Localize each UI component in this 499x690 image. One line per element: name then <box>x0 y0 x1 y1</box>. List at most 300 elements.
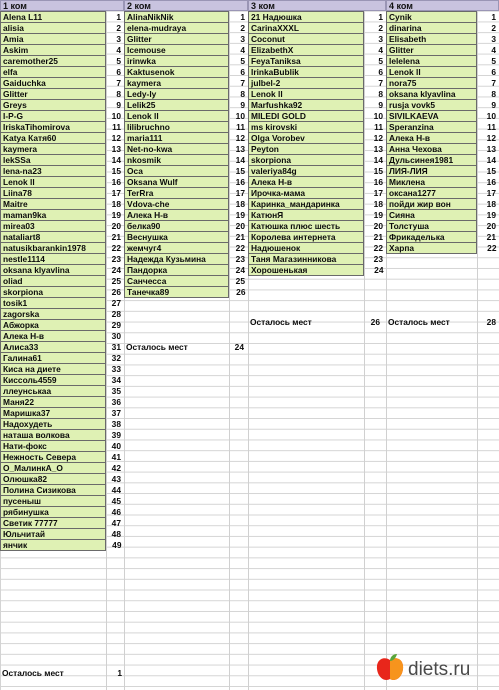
participant-number: 4 <box>378 45 383 55</box>
list-item <box>249 232 386 243</box>
participant-number: 12 <box>235 133 245 143</box>
participant-number: 19 <box>373 210 383 220</box>
participant-number: 6 <box>116 67 121 77</box>
participant-number: 3 <box>491 34 496 44</box>
list-item <box>1 199 124 210</box>
list-item <box>387 89 499 100</box>
participant-number: 20 <box>373 221 383 231</box>
list-item <box>387 188 499 199</box>
list-item <box>1 45 124 56</box>
list-item <box>1 177 124 188</box>
participant-name: Amia <box>1 34 106 45</box>
participant-name: Киса на диете <box>1 364 106 375</box>
participant-name: жемчуг4 <box>125 243 229 254</box>
participant-name: Хорошенькая <box>249 265 364 276</box>
participant-number: 18 <box>373 199 383 209</box>
participant-number: 2 <box>378 23 383 33</box>
participant-number: 17 <box>235 188 245 198</box>
participant-number: 39 <box>111 430 121 440</box>
participant-number: 13 <box>235 144 245 154</box>
list-item <box>1 122 124 133</box>
list-item <box>387 144 499 155</box>
participant-number: 7 <box>378 78 383 88</box>
participant-name: IriskaTihomirova <box>1 122 106 133</box>
list-item <box>249 254 386 265</box>
participant-number: 2 <box>491 23 496 33</box>
participant-name: Анна Чехова <box>387 144 477 155</box>
participant-name: elfa <box>1 67 106 78</box>
list-item <box>125 221 248 232</box>
participant-name: dinarina <box>387 23 477 34</box>
participant-name: kaymera <box>125 78 229 89</box>
participant-name: Толстуша <box>387 221 477 232</box>
team-3-table <box>248 11 386 276</box>
participant-number: 8 <box>491 89 496 99</box>
participant-name: Нежность Севера <box>1 452 106 463</box>
list-item <box>125 188 248 199</box>
participant-name: ms kirovski <box>249 122 364 133</box>
participant-name: Alena L11 <box>1 12 106 23</box>
participant-number: 21 <box>235 232 245 242</box>
list-item <box>387 45 499 56</box>
remaining-label: Осталось мест <box>388 317 450 327</box>
list-item <box>249 188 386 199</box>
list-item <box>1 56 124 67</box>
list-item <box>1 298 124 309</box>
participant-number: 16 <box>235 177 245 187</box>
participant-number: 11 <box>487 122 496 132</box>
participant-number: 47 <box>111 518 121 528</box>
participant-name: Оса <box>125 166 229 177</box>
participant-name: Санчесса <box>125 276 229 287</box>
list-item <box>125 243 248 254</box>
participant-number: 20 <box>235 221 245 231</box>
participant-number: 14 <box>235 155 245 165</box>
list-item <box>125 287 248 298</box>
participant-number: 17 <box>373 188 383 198</box>
list-item <box>249 111 386 122</box>
participant-number: 25 <box>111 276 121 286</box>
participant-number: 4 <box>240 45 245 55</box>
list-item <box>1 254 124 265</box>
list-item <box>1 100 124 111</box>
participant-number: 26 <box>111 287 121 297</box>
participant-name: FeyaTaniksa <box>249 56 364 67</box>
participant-number: 24 <box>111 265 121 275</box>
list-item <box>1 342 124 353</box>
participant-name: oksana klyavlina <box>387 89 477 100</box>
participant-number: 19 <box>486 210 496 220</box>
participant-number: 24 <box>235 265 245 275</box>
participant-number: 27 <box>111 298 121 308</box>
participant-number: 23 <box>373 254 383 264</box>
participant-number: 17 <box>111 188 121 198</box>
list-item <box>387 177 499 188</box>
team-2-column <box>124 0 248 298</box>
participant-number: 32 <box>111 353 121 363</box>
list-item <box>1 34 124 45</box>
participant-name: Gaiduchka <box>1 78 106 89</box>
list-item <box>125 78 248 89</box>
participant-name: Харпа <box>387 243 477 254</box>
participant-number: 9 <box>240 100 245 110</box>
participant-number: 33 <box>111 364 121 374</box>
participant-name: AlinaNikNik <box>125 12 229 23</box>
team-3-column <box>248 0 386 276</box>
list-item <box>249 23 386 34</box>
participant-name: Glitter <box>1 89 106 100</box>
list-item <box>387 122 499 133</box>
participant-name: янчик <box>1 540 106 551</box>
list-item <box>125 155 248 166</box>
participant-name: Liina78 <box>1 188 106 199</box>
participant-name: Дульсинея1981 <box>387 155 477 166</box>
participant-number: 16 <box>111 177 121 187</box>
participant-name: Maitre <box>1 199 106 210</box>
list-item <box>125 122 248 133</box>
list-item <box>1 111 124 122</box>
team-4-column <box>386 0 499 254</box>
team-2-rows <box>125 12 248 298</box>
participant-number: 18 <box>235 199 245 209</box>
list-item <box>125 177 248 188</box>
participant-name: Надюшенок <box>249 243 364 254</box>
list-item <box>1 540 124 551</box>
participant-number: 34 <box>111 375 121 385</box>
participant-name: Алека Н-в <box>387 133 477 144</box>
list-item <box>125 12 248 23</box>
participant-name: lekSSa <box>1 155 106 166</box>
participant-name: Icemouse <box>125 45 229 56</box>
participant-name: Glitter <box>387 45 477 56</box>
participant-number: 14 <box>111 155 121 165</box>
participant-name: lelelena <box>387 56 477 67</box>
participant-name: Askim <box>1 45 106 56</box>
participant-name: Elisabeth <box>387 34 477 45</box>
participant-name: tosik1 <box>1 298 106 309</box>
list-item <box>1 507 124 518</box>
list-item <box>249 199 386 210</box>
participant-name: lilibruchno <box>125 122 229 133</box>
list-item <box>1 12 124 23</box>
participant-name: Net-no-kwa <box>125 144 229 155</box>
diets-logo <box>374 653 499 685</box>
participant-number: 11 <box>236 122 245 132</box>
participant-name: Vdova-che <box>125 199 229 210</box>
team-1-header: 1 ком <box>0 0 124 11</box>
team-2-remaining <box>124 342 248 353</box>
participant-name: ElizabethX <box>249 45 364 56</box>
remaining-label: Осталось мест <box>250 317 312 327</box>
participant-name: Marfushka92 <box>249 100 364 111</box>
participant-name: Speranzina <box>387 122 477 133</box>
list-item <box>387 12 499 23</box>
participant-name: Olga Vorobev <box>249 133 364 144</box>
list-item <box>125 199 248 210</box>
participant-number: 11 <box>112 122 121 132</box>
list-item <box>387 111 499 122</box>
participant-number: 28 <box>111 309 121 319</box>
participant-name: Cynik <box>387 12 477 23</box>
participant-number: 6 <box>378 67 383 77</box>
list-item <box>1 188 124 199</box>
participant-name: nkosmik <box>125 155 229 166</box>
remaining-label: Осталось мест <box>126 342 188 352</box>
participant-number: 20 <box>111 221 121 231</box>
participant-name: TerRra <box>125 188 229 199</box>
participant-number: 22 <box>111 243 121 253</box>
participant-number: 3 <box>116 34 121 44</box>
list-item <box>1 243 124 254</box>
list-item <box>1 276 124 287</box>
list-item <box>1 518 124 529</box>
participant-name: Ирочка-мама <box>249 188 364 199</box>
participant-name: valeriya84g <box>249 166 364 177</box>
participant-name: Маришка37 <box>1 408 106 419</box>
participant-name: наташа волкова <box>1 430 106 441</box>
participant-name: О_МалинкА_О <box>1 463 106 474</box>
remaining-value: 24 <box>234 342 244 352</box>
participant-name: Катюшка плюс шесть <box>249 221 364 232</box>
participant-number: 15 <box>486 166 496 176</box>
participant-name: Миклена <box>387 177 477 188</box>
participant-number: 15 <box>235 166 245 176</box>
participant-name: nora75 <box>387 78 477 89</box>
list-item <box>387 56 499 67</box>
list-item <box>125 166 248 177</box>
participant-number: 35 <box>111 386 121 396</box>
list-item <box>125 265 248 276</box>
team-3-rows <box>249 12 386 276</box>
participant-number: 5 <box>378 56 383 66</box>
remaining-value: 26 <box>370 317 380 327</box>
list-item <box>387 155 499 166</box>
participant-number: 23 <box>111 254 121 264</box>
list-item <box>125 100 248 111</box>
participant-name: rusja vovk5 <box>387 100 477 111</box>
remaining-value: 28 <box>486 317 496 327</box>
team-1-table <box>0 11 124 551</box>
list-item <box>249 133 386 144</box>
team-3-header: 3 ком <box>248 0 386 11</box>
participant-name: Олюшка82 <box>1 474 106 485</box>
participant-number: 17 <box>486 188 496 198</box>
list-item <box>249 265 386 276</box>
participant-name: Katya Катя60 <box>1 133 106 144</box>
participant-number: 21 <box>111 232 121 242</box>
participant-name: Маня22 <box>1 397 106 408</box>
remaining-value: 1 <box>117 668 122 678</box>
participant-number: 42 <box>111 463 121 473</box>
participant-name: Нати-фокс <box>1 441 106 452</box>
participant-number: 20 <box>486 221 496 231</box>
list-item <box>1 375 124 386</box>
team-4-remaining <box>386 317 499 328</box>
list-item <box>1 331 124 342</box>
participant-number: 9 <box>378 100 383 110</box>
participant-number: 10 <box>486 111 496 121</box>
participant-name: oksana klyavlina <box>1 265 106 276</box>
list-item <box>387 210 499 221</box>
participant-name: Таня Магазинникова <box>249 254 364 265</box>
participant-number: 3 <box>378 34 383 44</box>
participant-name: natusikbarankin1978 <box>1 243 106 254</box>
participant-number: 26 <box>236 287 246 297</box>
participant-name: белка90 <box>125 221 229 232</box>
participant-number: 29 <box>111 320 121 330</box>
participant-number: 8 <box>116 89 121 99</box>
participant-number: 10 <box>235 111 245 121</box>
list-item <box>249 243 386 254</box>
list-item <box>387 221 499 232</box>
participant-number: 12 <box>111 133 121 143</box>
participant-name: пойди жир вон <box>387 199 477 210</box>
participant-name: Полина Сизикова <box>1 485 106 496</box>
list-item <box>387 243 499 254</box>
participant-number: 6 <box>240 67 245 77</box>
participant-name: kaymera <box>1 144 106 155</box>
participant-number: 31 <box>111 342 121 352</box>
participant-number: 12 <box>486 133 496 143</box>
list-item <box>1 78 124 89</box>
apple-logo-icon <box>374 653 406 683</box>
participant-name: Lenok ll <box>1 177 106 188</box>
participant-name: Lelik25 <box>125 100 229 111</box>
list-item <box>249 12 386 23</box>
participant-number: 48 <box>111 529 121 539</box>
participant-number: 1 <box>491 12 496 22</box>
participant-name: Алиса33 <box>1 342 106 353</box>
participant-number: 5 <box>491 56 496 66</box>
participant-name: SIVILKAEVA <box>387 111 477 122</box>
list-item <box>125 45 248 56</box>
participant-number: 41 <box>111 452 121 462</box>
team-4-table <box>386 11 499 254</box>
list-item <box>1 166 124 177</box>
participant-name: Пандорка <box>125 265 229 276</box>
list-item <box>1 232 124 243</box>
participant-name: Светик 77777 <box>1 518 106 529</box>
participant-number: 15 <box>373 166 383 176</box>
list-item <box>1 287 124 298</box>
team-3-remaining <box>248 317 386 328</box>
list-item <box>249 56 386 67</box>
participant-name: nataliart8 <box>1 232 106 243</box>
participant-number: 49 <box>112 540 122 550</box>
team-2-header: 2 ком <box>124 0 248 11</box>
participant-number: 1 <box>240 12 245 22</box>
team-1-remaining <box>0 668 124 679</box>
list-item <box>249 144 386 155</box>
participant-number: 30 <box>111 331 121 341</box>
list-item <box>249 122 386 133</box>
list-item <box>387 67 499 78</box>
participant-name: Peyton <box>249 144 364 155</box>
list-item <box>1 452 124 463</box>
participant-name: Алека Н-в <box>1 331 106 342</box>
participant-number: 19 <box>111 210 121 220</box>
participant-name: 21 Надюшка <box>249 12 364 23</box>
participant-name: lena-na23 <box>1 166 106 177</box>
participant-number: 15 <box>111 166 121 176</box>
participant-name: оксана1277 <box>387 188 477 199</box>
participant-name: I-P-G <box>1 111 106 122</box>
participant-name: Lenok ll <box>249 89 364 100</box>
list-item <box>125 210 248 221</box>
list-item <box>1 67 124 78</box>
participant-name: Юльчитай <box>1 529 106 540</box>
participant-name: Lenok ll <box>387 67 477 78</box>
participant-number: 36 <box>111 397 121 407</box>
list-item <box>1 89 124 100</box>
participant-number: 4 <box>116 45 121 55</box>
participant-name: caremother25 <box>1 56 106 67</box>
participant-number: 2 <box>116 23 121 33</box>
list-item <box>125 111 248 122</box>
participant-name: Coconut <box>249 34 364 45</box>
list-item <box>1 144 124 155</box>
list-item <box>1 441 124 452</box>
participant-name: Королева интернета <box>249 232 364 243</box>
participant-number: 37 <box>111 408 121 418</box>
list-item <box>387 199 499 210</box>
list-item <box>1 221 124 232</box>
list-item <box>1 419 124 430</box>
list-item <box>249 155 386 166</box>
participant-number: 13 <box>373 144 383 154</box>
list-item <box>125 144 248 155</box>
participant-name: IrinkaBublik <box>249 67 364 78</box>
list-item <box>249 100 386 111</box>
list-item <box>387 23 499 34</box>
participant-number: 12 <box>373 133 383 143</box>
participant-name: Галина61 <box>1 353 106 364</box>
participant-number: 2 <box>240 23 245 33</box>
list-item <box>1 397 124 408</box>
list-item <box>125 89 248 100</box>
list-item <box>1 485 124 496</box>
list-item <box>1 386 124 397</box>
list-item <box>249 45 386 56</box>
list-item <box>1 474 124 485</box>
participant-number: 1 <box>116 12 121 22</box>
participant-number: 22 <box>235 243 245 253</box>
list-item <box>387 34 499 45</box>
participant-number: 11 <box>374 122 383 132</box>
participant-number: 13 <box>111 144 121 154</box>
participant-number: 38 <box>111 419 121 429</box>
participant-number: 9 <box>491 100 496 110</box>
participant-number: 14 <box>486 155 496 165</box>
participant-number: 21 <box>486 232 496 242</box>
participant-number: 9 <box>116 100 121 110</box>
participant-name: oliad <box>1 276 106 287</box>
list-item <box>249 34 386 45</box>
participant-name: Каринка_мандаринка <box>249 199 364 210</box>
participant-name: Абжорка <box>1 320 106 331</box>
participant-name: Greys <box>1 100 106 111</box>
participant-name: Алека Н-в <box>249 177 364 188</box>
list-item <box>1 353 124 364</box>
participant-number: 7 <box>240 78 245 88</box>
participant-number: 21 <box>373 232 383 242</box>
participant-number: 16 <box>486 177 496 187</box>
participant-number: 10 <box>373 111 383 121</box>
participant-name: maman9ka <box>1 210 106 221</box>
participant-number: 43 <box>111 474 121 484</box>
participant-name: Oksana Wulf <box>125 177 229 188</box>
participant-number: 1 <box>378 12 383 22</box>
